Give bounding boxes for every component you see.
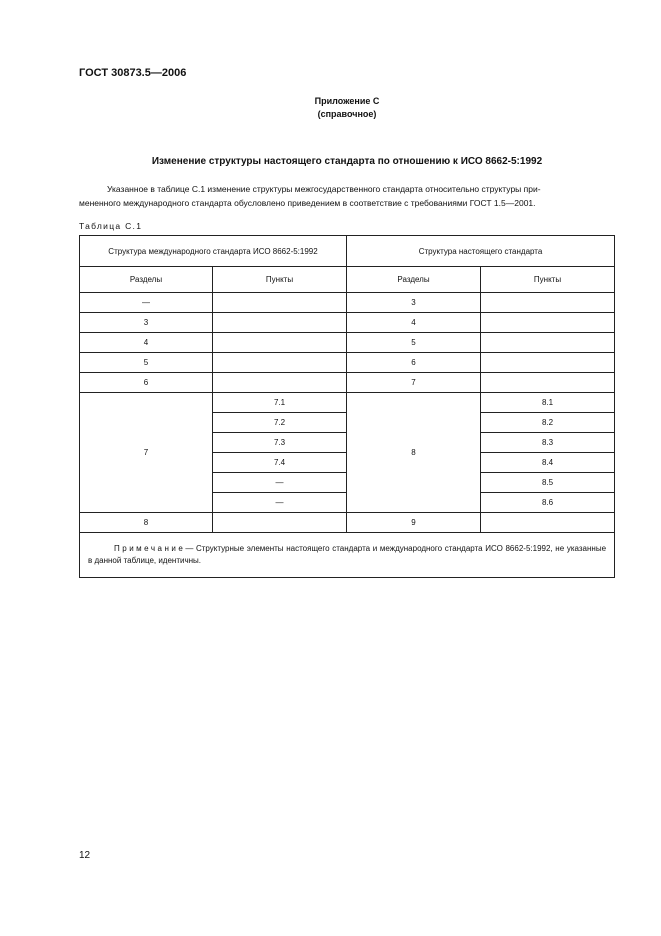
table-cell (213, 513, 347, 533)
table-cell: 7.2 (213, 413, 347, 433)
table-cell: 8.4 (481, 453, 615, 473)
table-group-header-row (80, 236, 615, 267)
table-cell: 6 (347, 353, 481, 373)
sub-header-sections-intl: Разделы (80, 267, 213, 293)
table-cell: 4 (347, 313, 481, 333)
table-cell: 7.1 (213, 393, 347, 413)
table-row (80, 353, 615, 373)
table-cell (213, 293, 347, 313)
table-cell: 4 (80, 333, 213, 353)
table-note-row (80, 533, 615, 578)
sub-header-items-intl: Пункты (213, 267, 347, 293)
annex-subtitle: (справочное) (317, 109, 377, 119)
table-caption: Таблица С.1 (79, 221, 143, 231)
table-cell: 8.2 (481, 413, 615, 433)
table-cell (213, 373, 347, 393)
table-cell: 7.4 (213, 453, 347, 473)
table-row (80, 313, 615, 333)
group-header-international: Структура международного стандарта ИСО 8662-5:1992 (80, 236, 347, 267)
table-row (80, 513, 615, 533)
table-cell: 9 (347, 513, 481, 533)
note-text: — Структурные элементы настоящего стандарта и международного стандарта ИСО 8662-5:1992, не указанные в данной таблице, идентичны. (88, 544, 607, 565)
document-header: ГОСТ 30873.5—2006 (79, 67, 187, 79)
table-cell: 5 (347, 333, 481, 353)
structure-table (79, 235, 615, 578)
table-cell (481, 373, 615, 393)
table-cell (481, 353, 615, 373)
page-number: 12 (79, 850, 91, 861)
table-cell (481, 293, 615, 313)
table-cell: — (80, 293, 213, 313)
table-cell: 8.3 (481, 433, 615, 453)
table-cell: 7.3 (213, 433, 347, 453)
table-cell: 8.1 (481, 393, 615, 413)
table-cell (481, 313, 615, 333)
table-row (80, 393, 615, 413)
table-cell: 7 (347, 373, 481, 393)
table-row (80, 293, 615, 313)
table-note (80, 533, 615, 578)
table-cell: 3 (80, 313, 213, 333)
table-cell (213, 313, 347, 333)
table-row (80, 373, 615, 393)
note-label: Примечание (114, 544, 186, 553)
table-cell: 8 (80, 513, 213, 533)
intro-line-1: Указанное в таблице С.1 изменение структуры межгосударственного стандарта относительно структуры при- (107, 184, 541, 194)
table-cell (213, 333, 347, 353)
table-cell: 8.6 (481, 493, 615, 513)
table-cell: 5 (80, 353, 213, 373)
table-cell: — (213, 473, 347, 493)
section-title: Изменение структуры настоящего стандарта по отношению к ИСО 8662-5:1992 (151, 156, 543, 167)
intro-paragraph (79, 182, 614, 210)
table-cell (481, 513, 615, 533)
table-cell (481, 333, 615, 353)
table-cell: 6 (80, 373, 213, 393)
table-sub-header-row (80, 267, 615, 293)
merged-section-current: 8 (347, 393, 481, 513)
group-header-current: Структура настоящего стандарта (347, 236, 615, 267)
table-row (80, 333, 615, 353)
table-cell: 3 (347, 293, 481, 313)
annex-title: Приложение С (314, 96, 380, 106)
merged-section-intl: 7 (80, 393, 213, 513)
sub-header-items-current: Пункты (481, 267, 615, 293)
intro-line-2: мененного международного стандарта обусловлено приведением в соответствие с требованиями ГОСТ 1.5—2001. (79, 198, 536, 208)
sub-header-sections-current: Разделы (347, 267, 481, 293)
table-cell: 8.5 (481, 473, 615, 493)
table-cell (213, 353, 347, 373)
table-cell: — (213, 493, 347, 513)
